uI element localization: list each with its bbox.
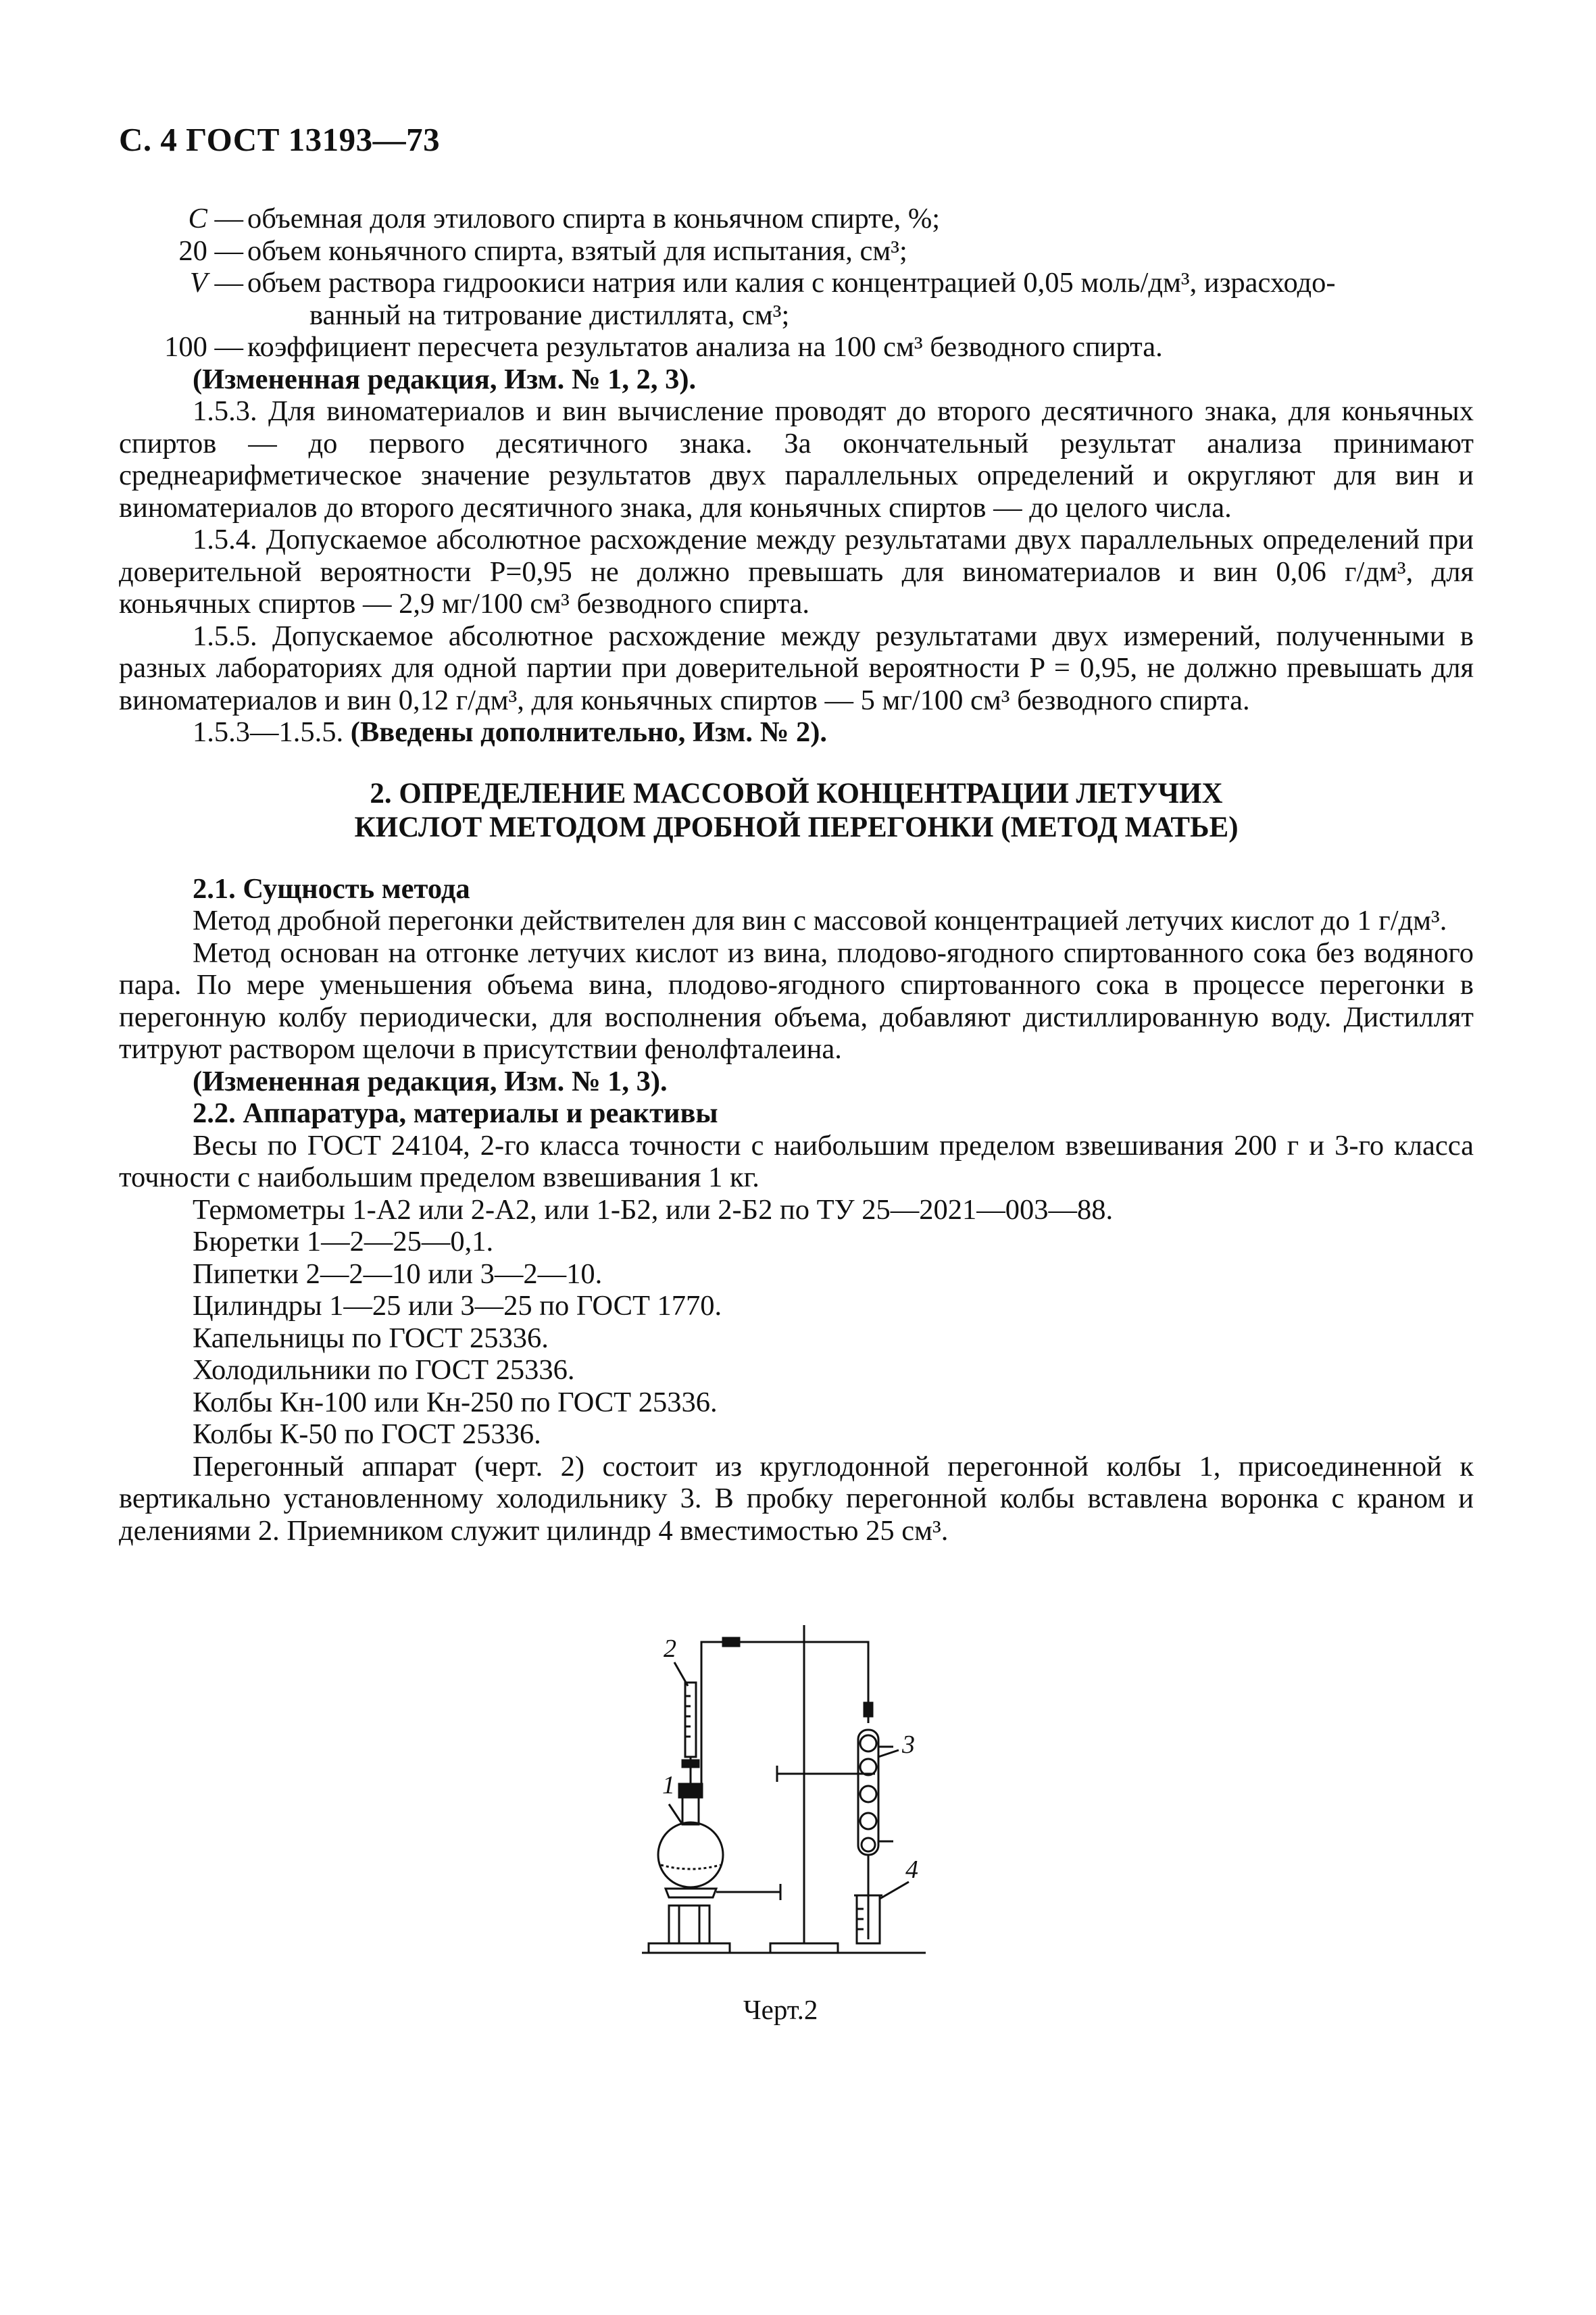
equipment-item: Колбы К-50 по ГОСТ 25336. [193, 1418, 541, 1450]
equipment-item: Термометры 1-А2 или 2-А2, или 1-Б2, или 2-Б2 по ТУ 25—2021—003—88. [193, 1193, 1114, 1226]
flask-neck-icon [682, 1794, 699, 1824]
apparatus-drawing [642, 1622, 932, 1966]
heading-2-1: 2.1. Сущность метода [193, 872, 470, 905]
paragraph-2-1-a: Метод дробной перегонки действителен для вин с массовой концентрацией летучих кислот до 1 г/дм³. [193, 905, 1447, 937]
heading-2-2: 2.2. Аппаратура, материалы и реактивы [193, 1097, 718, 1129]
equipment-item: Капельницы по ГОСТ 25336. [193, 1322, 549, 1354]
legend-symbol: C — [188, 203, 243, 234]
round-bottom-flask-icon [658, 1822, 723, 1887]
paragraph-1-5-4: 1.5.4. Допускаемое абсолютное расхождение между результатами двух параллельных определений при доверительной вероятности P=0,95 не должно превышать для виноматериалов и вин 0,06 г/дм³, для коньячных спиртов — 2,9 мг/100 см³ безводного спирта. [119, 524, 1474, 620]
legend-text: объемная доля этилового спирта в коньячном спирте, %; [247, 203, 941, 234]
flask-support-icon [666, 1889, 716, 1897]
equipment-item: Холодильники по ГОСТ 25336. [193, 1354, 575, 1386]
stopcock-icon [682, 1760, 699, 1767]
paragraph-apparatus: Перегонный аппарат (черт. 2) состоит из круглодонной перегонной колбы 1, присоединенной к вертикально установленному холодильнику 3. В пробку перегонной колбы вставлена воронка с краном и делениями 2. Приемником служит цилиндр 4 вместимостью 25 см³. [119, 1450, 1474, 1547]
legend-text: объем раствора гидроокиси натрия или калия с концентрацией 0,05 моль/дм³, израсходо- ванный на титрование дистиллята, см³; [247, 267, 1336, 331]
distillation-apparatus-figure [642, 1622, 932, 1966]
edit-note: (Измененная редакция, Изм. № 1, 2, 3). [193, 363, 697, 395]
paragraph-1-5-3: 1.5.3. Для виноматериалов и вин вычисление проводят до второго десятичного знака, для коньячных спиртов — до первого десятичного знака. За окончательный результат анализа принимают среднеарифметическое значение результатов двух параллельных определений и округляют для вин и виноматериалов до второго десятичного знака, для коньячных спиртов — до целого числа. [119, 395, 1474, 524]
equipment-item: Колбы Кн-100 или Кн-250 по ГОСТ 25336. [193, 1386, 718, 1418]
paragraph-2-2-a: Весы по ГОСТ 24104, 2-го класса точности с наибольшим пределом взвешивания 200 г и 3-го класса точности с наибольшим пределом взвешивания 1 кг. [119, 1129, 1474, 1193]
label-condenser: 3 [902, 1731, 915, 1759]
label-flask: 1 [662, 1771, 675, 1799]
legend-symbol: V — [189, 267, 243, 299]
page-header: С. 4 ГОСТ 13193—73 [119, 121, 441, 158]
equipment-item: Пипетки 2—2—10 или 3—2—10. [193, 1258, 603, 1290]
vapor-tube-icon [701, 1642, 868, 1791]
legend-text: объем коньячного спирта, взятый для испытания, см³; [247, 234, 907, 267]
stand-base-icon [770, 1943, 838, 1953]
edit-note: (Измененная редакция, Изм. № 1, 3). [193, 1065, 668, 1097]
burner-base-icon [649, 1943, 730, 1953]
legend-text: коэффициент пересчета результатов анализа на 100 см³ безводного спирта. [247, 331, 1163, 363]
figure-caption: Черт.2 [743, 1994, 818, 2025]
equipment-item: Бюретки 1—2—25—0,1. [193, 1226, 494, 1258]
section-title: 2. ОПРЕДЕЛЕНИЕ МАССОВОЙ КОНЦЕНТРАЦИИ ЛЕТУЧИХ КИСЛОТ МЕТОДОМ ДРОБНОЙ ПЕРЕГОНКИ (МЕТОД МАТЬЕ) [354, 777, 1239, 843]
legend-symbol: 100 — [164, 331, 243, 363]
label-receiver: 4 [905, 1856, 918, 1884]
dropping-funnel-icon [685, 1683, 696, 1757]
paragraph-1-5-5: 1.5.5. Допускаемое абсолютное расхождение между результатами двух измерений, полученными в разных лабораториях для одной партии при доверительной вероятности P = 0,95, не должно превышать для виноматериалов и вин 0,12 г/дм³, для коньячных спиртов — 5 мг/100 см³ безводного спирта. [119, 620, 1474, 716]
equipment-item: Цилиндры 1—25 или 3—25 по ГОСТ 1770. [193, 1290, 722, 1322]
label-funnel: 2 [664, 1635, 676, 1663]
page-content [119, 203, 1474, 1547]
formula-legend [119, 203, 1474, 364]
paragraph-2-1-b: Метод основан на отгонке летучих кислот из вина, плодово-ягодного спиртованного сока без водяного пара. По мере уменьшения объема вина, плодово-ягодного спиртованного сока в процессе перегонки в перегонную колбу периодически, для восполнения объема, добавляют дистиллированную воду. Дистиллят титруют раствором щелочи в присутствии фенолфталеина. [119, 937, 1474, 1065]
legend-symbol: 20 — [178, 234, 243, 267]
added-note: 1.5.3—1.5.5. (Введены дополнительно, Изм. № 2). [193, 716, 828, 748]
burner-icon [669, 1906, 709, 1943]
